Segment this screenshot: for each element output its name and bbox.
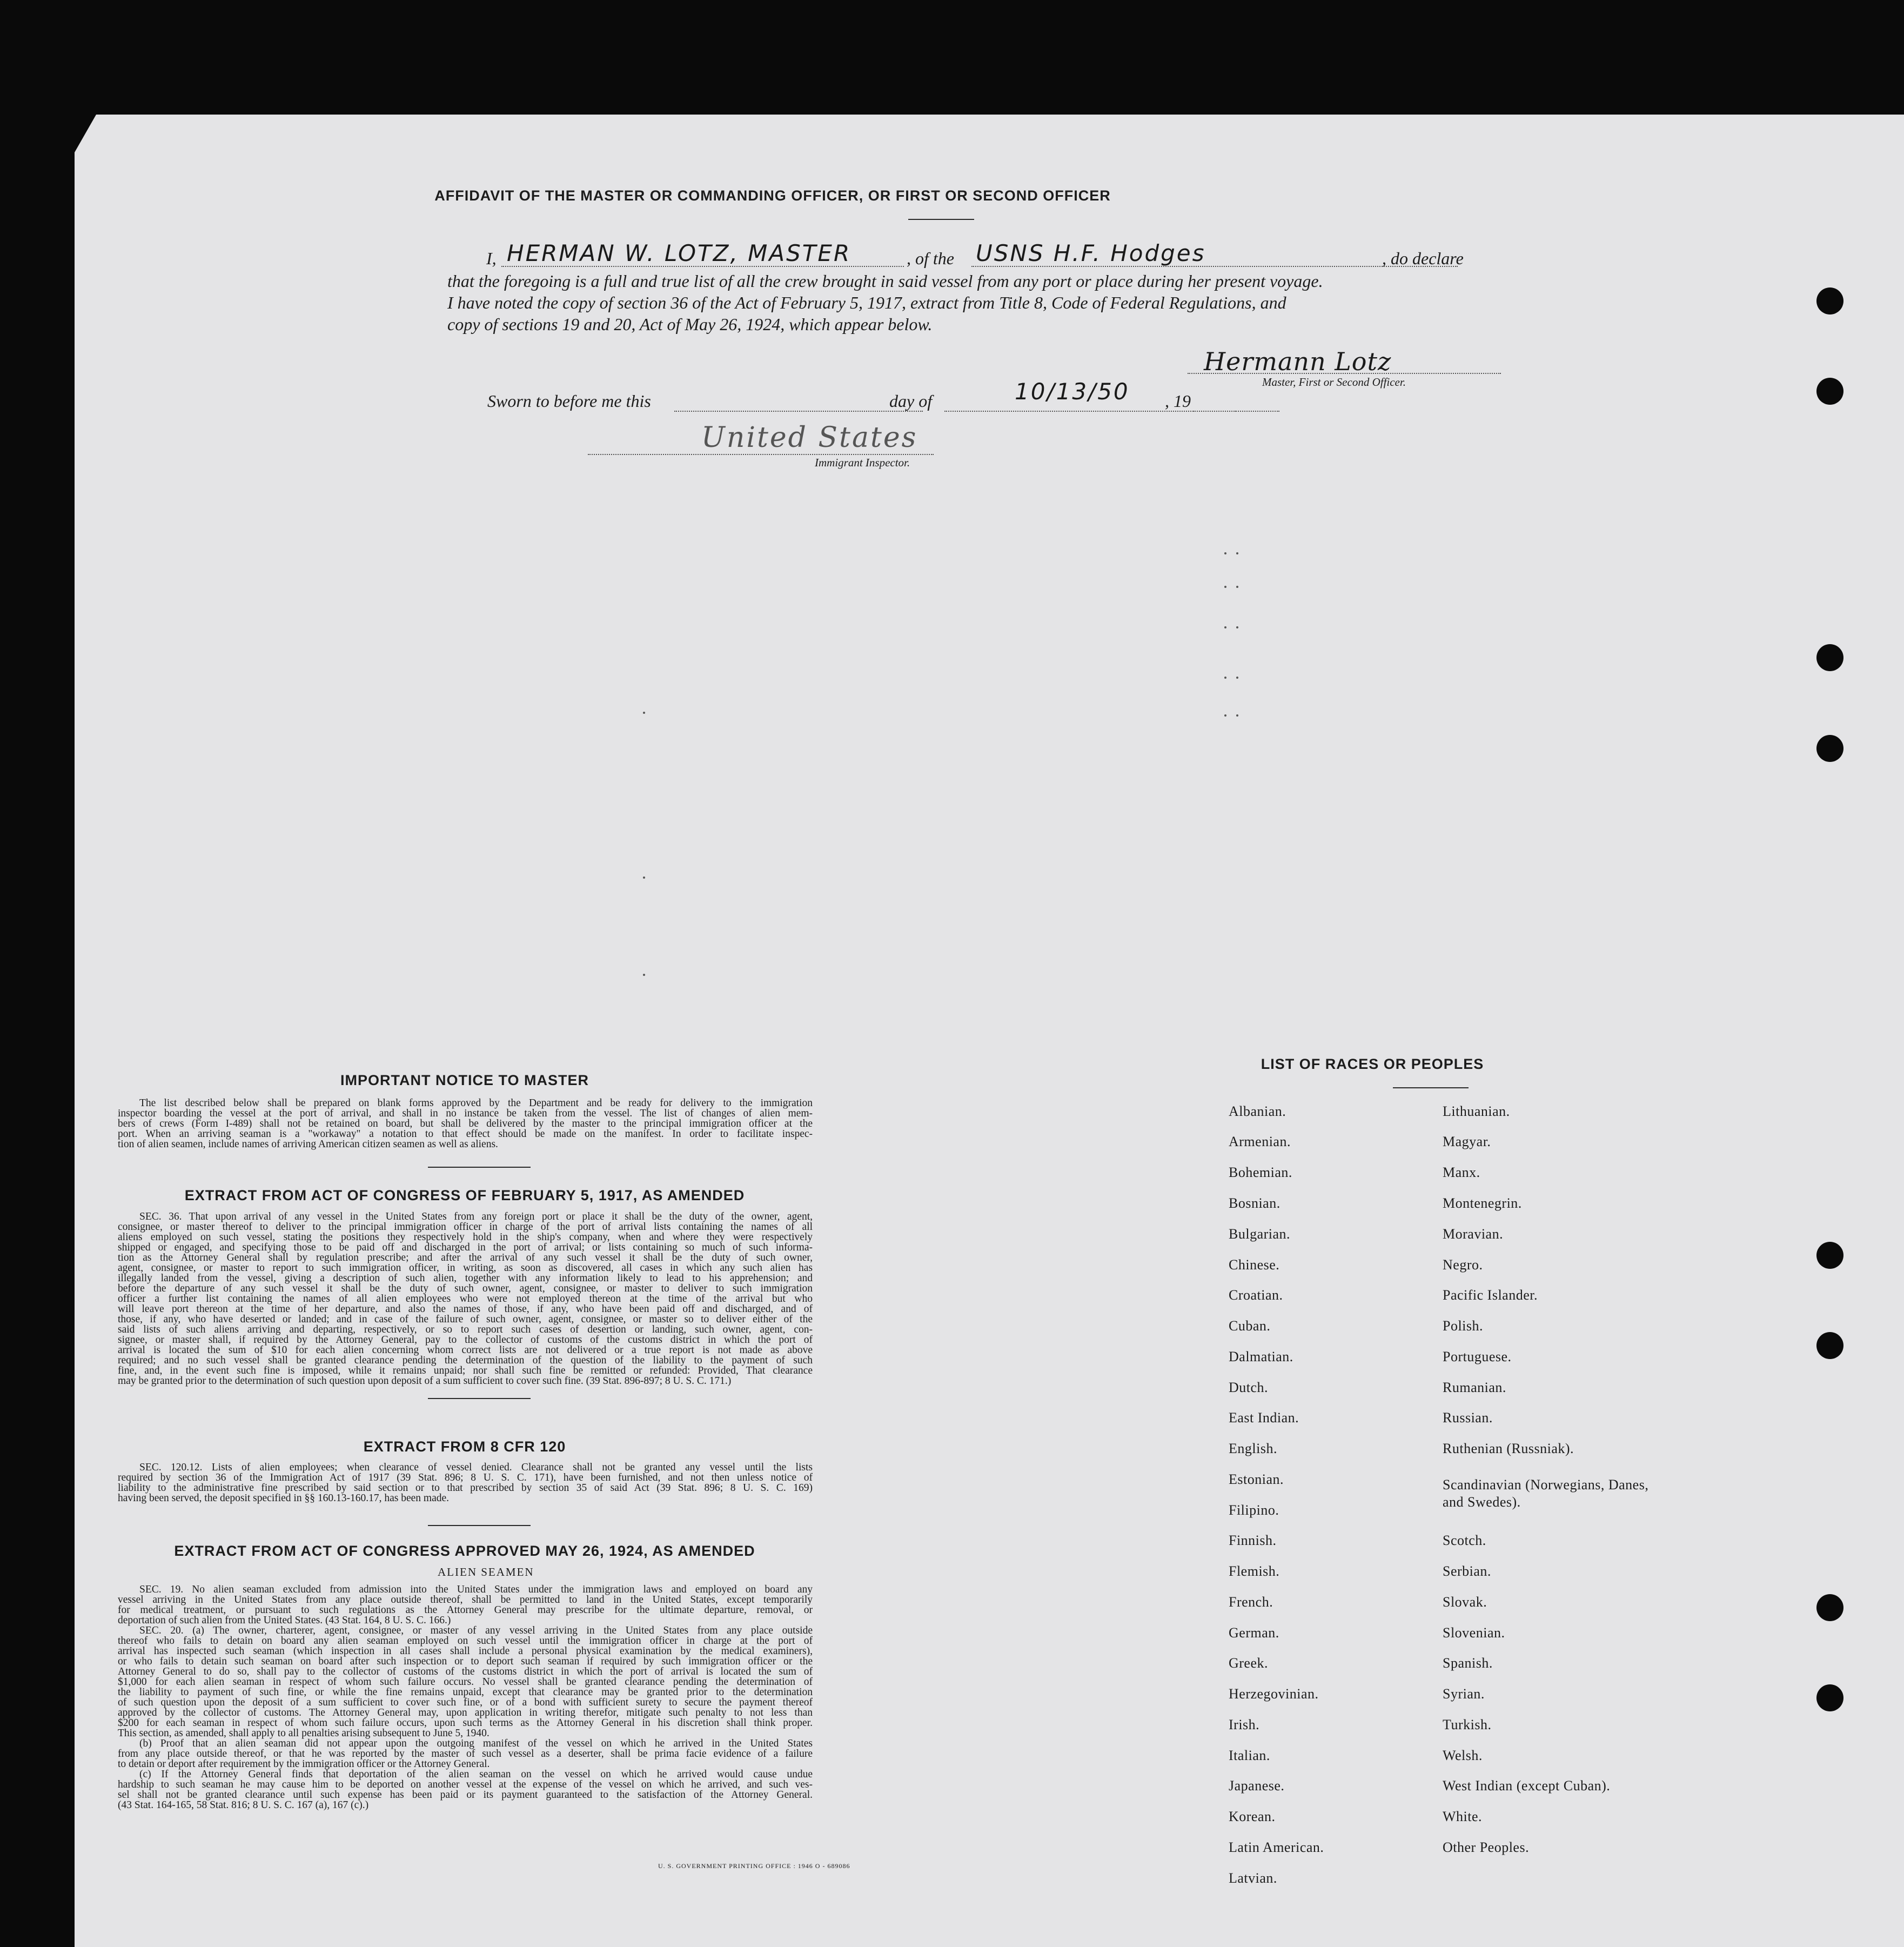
binder-hole [1816,644,1843,671]
race-right: West Indian (except Cuban). [1443,1778,1611,1794]
extract-1924-line: for medical treatment, or pursuant to such regulations as the Attorney General may prescribe for the ultimate departure, removal, or [118,1604,813,1616]
race-left: Chinese. [1229,1257,1280,1273]
speck [1236,677,1238,679]
extract-1924-line: (c) If the Attorney General finds that deportation of the alien seaman on the vessel on which he arrived would cause undue [139,1769,813,1780]
race-right: Welsh. [1443,1748,1483,1763]
race-left: Armenian. [1229,1134,1291,1149]
speck [1236,626,1238,628]
extract-1924-line: approved by the collector of customs. The Attorney General may, upon application in writing therefor, mitigate such penalty to not less than [118,1707,813,1718]
speck [1224,626,1226,628]
master-signature: Hermann Lotz [1204,347,1392,376]
year-line [1193,411,1279,412]
race-right: Negro. [1443,1257,1483,1273]
extract-1917-line: signee, or master shall, if required by the Attorney General, pay to the collector of customs of the customs district in which the port of [118,1334,813,1346]
affidavit-line-3: I have noted the copy of section 36 of the Act of February 5, 1917, extract from Title 8, Code of Federal Regulations, and [447,293,1286,312]
speck [1236,586,1238,588]
race-left: Dalmatian. [1229,1349,1293,1364]
race-left: Croatian. [1229,1287,1283,1303]
cfr-line: having been served, the deposit specified in §§ 160.13-160.17, has been made. [118,1493,450,1504]
speck [643,877,645,879]
race-right: Manx. [1443,1165,1480,1180]
cfr-line: SEC. 120.12. Lists of alien employees; when clearance of vessel denied. Clearance shall not be granted any vessel until the lists [139,1462,813,1473]
extract-1924-line: $1,000 for each alien seaman in respect of whom such failure occurs. No vessel shall be granted clearance pending the determination of [118,1676,813,1688]
date-line [944,411,1236,412]
extract-1924-line: to detain or deport after requirement by the immigration officer or the Attorney General. [118,1758,490,1770]
binder-hole [1816,1242,1843,1269]
race-right: Polish. [1443,1318,1484,1334]
extract-1924-line: sel shall not be granted clearance until such expense has been paid or its payment guaranteed to the satisfaction of the Attorney General. [118,1789,813,1801]
affidavit-do-declare: , do declare [1382,249,1464,268]
affidavit-line-2: that the foregoing is a full and true list of all the crew brought in said vessel from any port or place during her present voyage. [447,271,1323,291]
race-left: Korean. [1229,1809,1276,1824]
race-left: French. [1229,1594,1273,1610]
race-left: English. [1229,1441,1277,1456]
race-right: Scandinavian (Norwegians, Danes, and Swedes). [1443,1477,1649,1510]
extract-1917-line: tion as the Attorney General shall by regulation prescribe; and after the arrival of any such vessel it shall be the duty of such owner, [118,1252,813,1263]
day-of: day of [889,391,933,411]
year-prefix: , 19 [1165,391,1191,411]
race-right: Lithuanian. [1443,1103,1510,1119]
handwritten-master-name: HERMAN W. LOTZ, MASTER [507,240,852,266]
notice-line: inspector boarding the vessel at the port of arrival, and shall in no instance be taken from the vessel. The list of changes of alien mem- [118,1108,813,1119]
notice-line: bers of crews (Form I-489) shall not be retained on board, but shall be delivered by the master to the principal immigration officer at the [118,1118,813,1129]
race-right: Moravian. [1443,1226,1504,1242]
name-line [501,266,904,267]
speck [1224,677,1226,679]
extract-1917-line: aliens employed on such vessel, stating the positions they respectively hold in the ship's company, when and where they were respectively [118,1232,813,1243]
binder-hole [1816,287,1843,315]
race-left: Estonian. [1229,1471,1284,1487]
race-left: Albanian. [1229,1103,1286,1119]
binder-hole [1816,1332,1843,1359]
handwritten-date: 10/13/50 [1015,378,1130,405]
extract-1924-line: $200 for each seaman in respect of whom such failure occurs, upon such terms as the Attorney General in his discretion shall think proper. [118,1717,813,1729]
race-right: Syrian. [1443,1686,1485,1702]
race-left: Bohemian. [1229,1165,1292,1180]
race-right: Turkish. [1443,1717,1492,1732]
extract-1924-line: (b) Proof that an alien seaman did not appear upon the outgoing manifest of the vessel on which he arrived in the United States [139,1738,813,1749]
inspector-caption: Immigrant Inspector. [815,456,910,469]
race-left: Bosnian. [1229,1195,1280,1211]
inspector-signature: United States [701,421,918,454]
torn-corner [75,115,96,152]
affidavit-line-4: copy of sections 19 and 20, Act of May 26, 1924, which appear below. [447,315,933,334]
race-left: Finnish. [1229,1533,1277,1548]
extract-1917-line: shipped or engaged, and specifying those to be paid off and discharged in the port of arrival; or lists containing so much of such informa- [118,1242,813,1253]
extract-1924-line: from any place outside thereof, or that he was reported by the master of such vessel as a deserter, shall be prima facie evidence of a failure [118,1748,813,1759]
race-left: Greek. [1229,1655,1269,1671]
race-left: Irish. [1229,1717,1260,1732]
extract-1917-rule [428,1398,531,1399]
extract-1917-line: officer a further list containing the names of all alien employees who were not employed thereon at the time of the arrival but who [118,1293,813,1304]
speck [1236,714,1238,717]
speck [1224,552,1226,554]
signature-line [1188,373,1501,374]
extract-1917-line: illegally landed from the vessel, giving a description of such alien, together with any information likely to lead to his apprehension; and [118,1273,813,1284]
title-rule [908,219,974,220]
extract-1917-line: SEC. 36. That upon arrival of any vessel in the United States from any foreign port or place it shall be the duty of the owner, agent, [139,1211,813,1222]
extract-1924-line: (43 Stat. 164-165, 58 Stat. 816; 8 U. S. C. 167 (a), 167 (c).) [118,1799,369,1811]
notice-line: The list described below shall be prepared on blank forms approved by the Department and be ready for delivery to the immigration [139,1098,813,1109]
extract-1924-line: Attorney General to do so, shall pay to the collector of customs of the customs district in which the port of arrival is located the sum of [118,1666,813,1677]
race-left: Latvian. [1229,1870,1277,1886]
extract-1924-line: SEC. 19. No alien seaman excluded from admission into the United States under the immigration laws and employed on board any [139,1584,813,1595]
printing-office-footer: U. S. GOVERNMENT PRINTING OFFICE : 1946 O - 689086 [658,1862,850,1870]
extract-1924-line: arrival has inspected such seaman (which inspection in all cases shall include a personal physical examination by the medical examiners), [118,1645,813,1657]
extract-1924-line: vessel arriving in the United States from any place outside thereof, shall be permitted to land in the United States, except temporarily [118,1594,813,1605]
inspector-line [588,454,934,455]
races-title: LIST OF RACES OR PEOPLES [1261,1056,1484,1072]
affidavit-of-the: , of the [907,249,954,268]
handwritten-vessel-name: USNS H.F. Hodges [976,240,1206,266]
race-right: Montenegrin. [1443,1195,1522,1211]
sworn-day-line [674,411,923,412]
extract-1917-title: EXTRACT FROM ACT OF CONGRESS OF FEBRUARY 5, 1917, AS AMENDED [184,1187,745,1203]
cfr-line: liability to the administrative fine prescribed by said section or to that prescribed by section 35 of said Act (39 Stat. 896; 8 U. S. C. 169) [118,1482,813,1494]
extract-1917-line: those, if any, who have deserted or landed; and in case of the failure of such owner, agent, consignee, or master so to deliver either of the [118,1314,813,1325]
form-page [75,115,1904,1947]
race-right: Ruthenian (Russniak). [1443,1441,1574,1456]
sworn-text: Sworn to before me this [487,391,651,411]
extract-1917-line: will leave port thereon at the time of her departure, and also the names of those, if any, who have been paid off and discharged, and of [118,1303,813,1315]
binder-hole [1816,1684,1843,1711]
race-right: White. [1443,1809,1483,1824]
race-right: Other Peoples. [1443,1839,1530,1855]
race-left: Filipino. [1229,1502,1279,1518]
extract-1924-line: deportation of such alien from the United States. (43 Stat. 164, 8 U. S. C. 166.) [118,1615,451,1626]
race-right: Slovenian. [1443,1625,1505,1641]
race-right: Magyar. [1443,1134,1491,1149]
extract-1917-line: said lists of such aliens arriving and departing, respectively, or so to report such cases of desertion or landing, such owner, agent, con- [118,1324,813,1335]
speck [1224,714,1226,717]
extract-1917-line: fine, and, in the event such fine is imposed, while it remains unpaid; nor shall such fine be remitted or refunded: Provided, That clearance [118,1365,813,1376]
cfr-rule [428,1525,531,1526]
cfr-title: EXTRACT FROM 8 CFR 120 [363,1438,566,1455]
race-left: Dutch. [1229,1380,1269,1395]
extract-1924-title: EXTRACT FROM ACT OF CONGRESS APPROVED MAY 26, 1924, AS AMENDED [174,1543,755,1559]
race-left: Bulgarian. [1229,1226,1291,1242]
binder-hole [1816,735,1843,762]
binder-hole [1816,1594,1843,1621]
extract-1917-line: before the departure of any such vessel it shall be the duty of such owner, agent, consignee, or master to deliver to such immigration [118,1283,813,1294]
race-right: Serbian. [1443,1563,1491,1579]
alien-seamen-subtitle: ALIEN SEAMEN [438,1565,534,1578]
race-left: Latin American. [1229,1839,1324,1855]
extract-1924-line: the liability to payment of such fine, or while the fine remains unpaid, except that clearance may be granted prior to the determination [118,1687,813,1698]
race-left: Flemish. [1229,1563,1280,1579]
extract-1917-line: required; and no such vessel shall be granted clearance pending the determination of the question of the liability to the payment of such [118,1355,813,1366]
speck [1236,552,1238,554]
affidavit-pre-name: I, [486,249,497,268]
race-right: Rumanian. [1443,1380,1506,1395]
speck [1224,586,1226,588]
race-left: Cuban. [1229,1318,1271,1334]
races-rule [1393,1087,1469,1088]
binder-hole [1816,378,1843,405]
extract-1917-line: consignee, or master thereof to deliver to the principal immigration officer in charge of the port of arrival lists containing the names of all [118,1221,813,1233]
race-left: East Indian. [1229,1410,1299,1426]
extract-1924-line: or who fails to detain such seaman on board after such inspection or to deport such seaman if required by such immigration officer or the [118,1656,813,1667]
extract-1924-line: thereof who fails to detain on board any alien seaman employed on such vessel until the immigration officer in charge at the port of [118,1635,813,1647]
extract-1917-line: may be granted prior to the determination of such question upon deposit of a sum sufficient to cover such fine. (39 Stat. 896-897; 8 U. S. C. 171.) [118,1375,732,1387]
speck [643,974,645,976]
affidavit-title: AFFIDAVIT OF THE MASTER OR COMMANDING OFFICER, OR FIRST OR SECOND OFFICER [434,188,1111,204]
race-right: Spanish. [1443,1655,1493,1671]
race-left: Japanese. [1229,1778,1285,1794]
extract-1924-line: hardship to such seaman he may cause him to be deported on another vessel at the expense of the vessel on which he arrived, and such ves- [118,1779,813,1790]
notice-title: IMPORTANT NOTICE TO MASTER [340,1072,589,1088]
extract-1924-line: This section, as amended, shall apply to all penalties arising subsequent to June 5, 1940. [118,1728,490,1739]
speck [643,712,645,714]
notice-rule [428,1167,531,1168]
race-left: German. [1229,1625,1279,1641]
race-right: Slovak. [1443,1594,1487,1610]
notice-line: port. When an arriving seaman is a "workaway" a notation to that effect should be made on the manifest. In order to facilitate inspec- [118,1128,813,1140]
extract-1924-line: SEC. 20. (a) The owner, charterer, agent, consignee, or master of any vessel arriving in the United States from any place outside [139,1625,813,1636]
notice-line: tion of alien seamen, include names of arriving American citizen seamen as well as aliens. [118,1139,498,1150]
race-right: Portuguese. [1443,1349,1512,1364]
race-left: Herzegovinian. [1229,1686,1319,1702]
cfr-line: required by section 36 of the Immigration Act of 1917 (39 Stat. 896; 8 U. S. C. 171), have been furnished, and not then unless notice of [118,1472,813,1483]
race-right: Russian. [1443,1410,1493,1426]
extract-1917-line: arrival is located the sum of $10 for each alien concerning whom correct lists are not delivered or a true report is not made as above [118,1344,813,1356]
signature-caption: Master, First or Second Officer. [1262,376,1406,389]
race-right: Scotch. [1443,1533,1486,1548]
extract-1917-line: agent, consignee, or master to report to such immigration officer, in writing, as soon as discovered, all cases in which any such alien has [118,1262,813,1274]
race-left: Italian. [1229,1748,1270,1763]
race-right: Pacific Islander. [1443,1287,1538,1303]
extract-1924-line: of such question upon the deposit of a sum sufficient to cover such fine, or of a bond with sufficient surety to secure the payment thereof [118,1697,813,1708]
